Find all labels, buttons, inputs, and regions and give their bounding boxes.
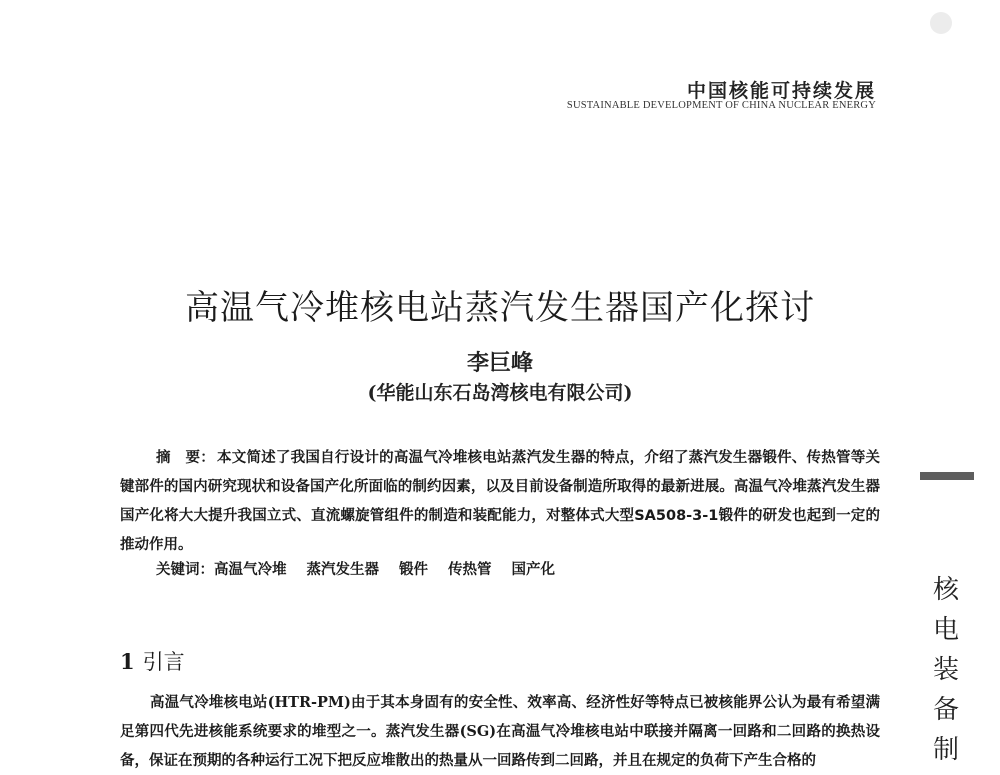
section-body: 高温气冷堆核电站(HTR-PM)由于其本身固有的安全性、效率高、经济性好等特点已被核能界公认为最有希望满足第四代先进核能系统要求的堆型之一。蒸汽发生器(SG)在高温气冷堆核电站中联接并隔离一回路和二回路的换热设备，保证在预期的各种运行工况下把反应堆散出的热量从一回路传到二回路，并且在规定的负荷下产生合格的 xyxy=(120,694,880,769)
keyword: 高温气冷堆 xyxy=(214,562,287,578)
side-char: 核 xyxy=(932,575,959,605)
author-affiliation: (华能山东石岛湾核电有限公司) xyxy=(367,382,633,404)
abstract xyxy=(120,444,880,560)
side-tab-bar xyxy=(920,472,974,480)
section-number: 1 xyxy=(120,649,135,674)
keyword: 锻件 xyxy=(399,562,428,578)
abstract-label: 摘 要： xyxy=(156,450,215,466)
abstract-text: 本文简述了我国自行设计的高温气冷堆核电站蒸汽发生器的特点，介绍了蒸汽发生器锻件、传热管等关键部件的国内研究现状和设备国产化所面临的制约因素，以及目前设备制造所取得的最新进展。高温气冷堆蒸汽发生器国产化将大大提升我国立式、直流螺旋管组件的制造和装配能力，对整体式大型SA508-3-1锻件的研发也起到一定的推动作用。 xyxy=(120,450,881,553)
keywords xyxy=(156,558,575,579)
side-column-title xyxy=(930,570,962,770)
side-char: 装 xyxy=(932,655,959,685)
scan-artifact xyxy=(930,12,952,34)
keyword: 传热管 xyxy=(448,562,492,578)
side-char: 备 xyxy=(932,695,959,725)
author-name: 李巨峰 xyxy=(466,350,533,376)
keywords-label: 关键词： xyxy=(156,562,214,578)
keyword: 蒸汽发生器 xyxy=(306,562,379,578)
side-char: 制 xyxy=(932,735,959,765)
section-heading xyxy=(120,646,185,676)
journal-name-cn: 中国核能可持续发展 xyxy=(686,80,876,102)
journal-name-en: SUSTAINABLE DEVELOPMENT OF CHINA NUCLEAR ENERGY xyxy=(566,100,876,111)
article-title: 高温气冷堆核电站蒸汽发生器国产化探讨 xyxy=(185,288,815,328)
side-char: 电 xyxy=(932,615,959,645)
keyword: 国产化 xyxy=(511,562,555,578)
section-title: 引言 xyxy=(142,650,185,674)
